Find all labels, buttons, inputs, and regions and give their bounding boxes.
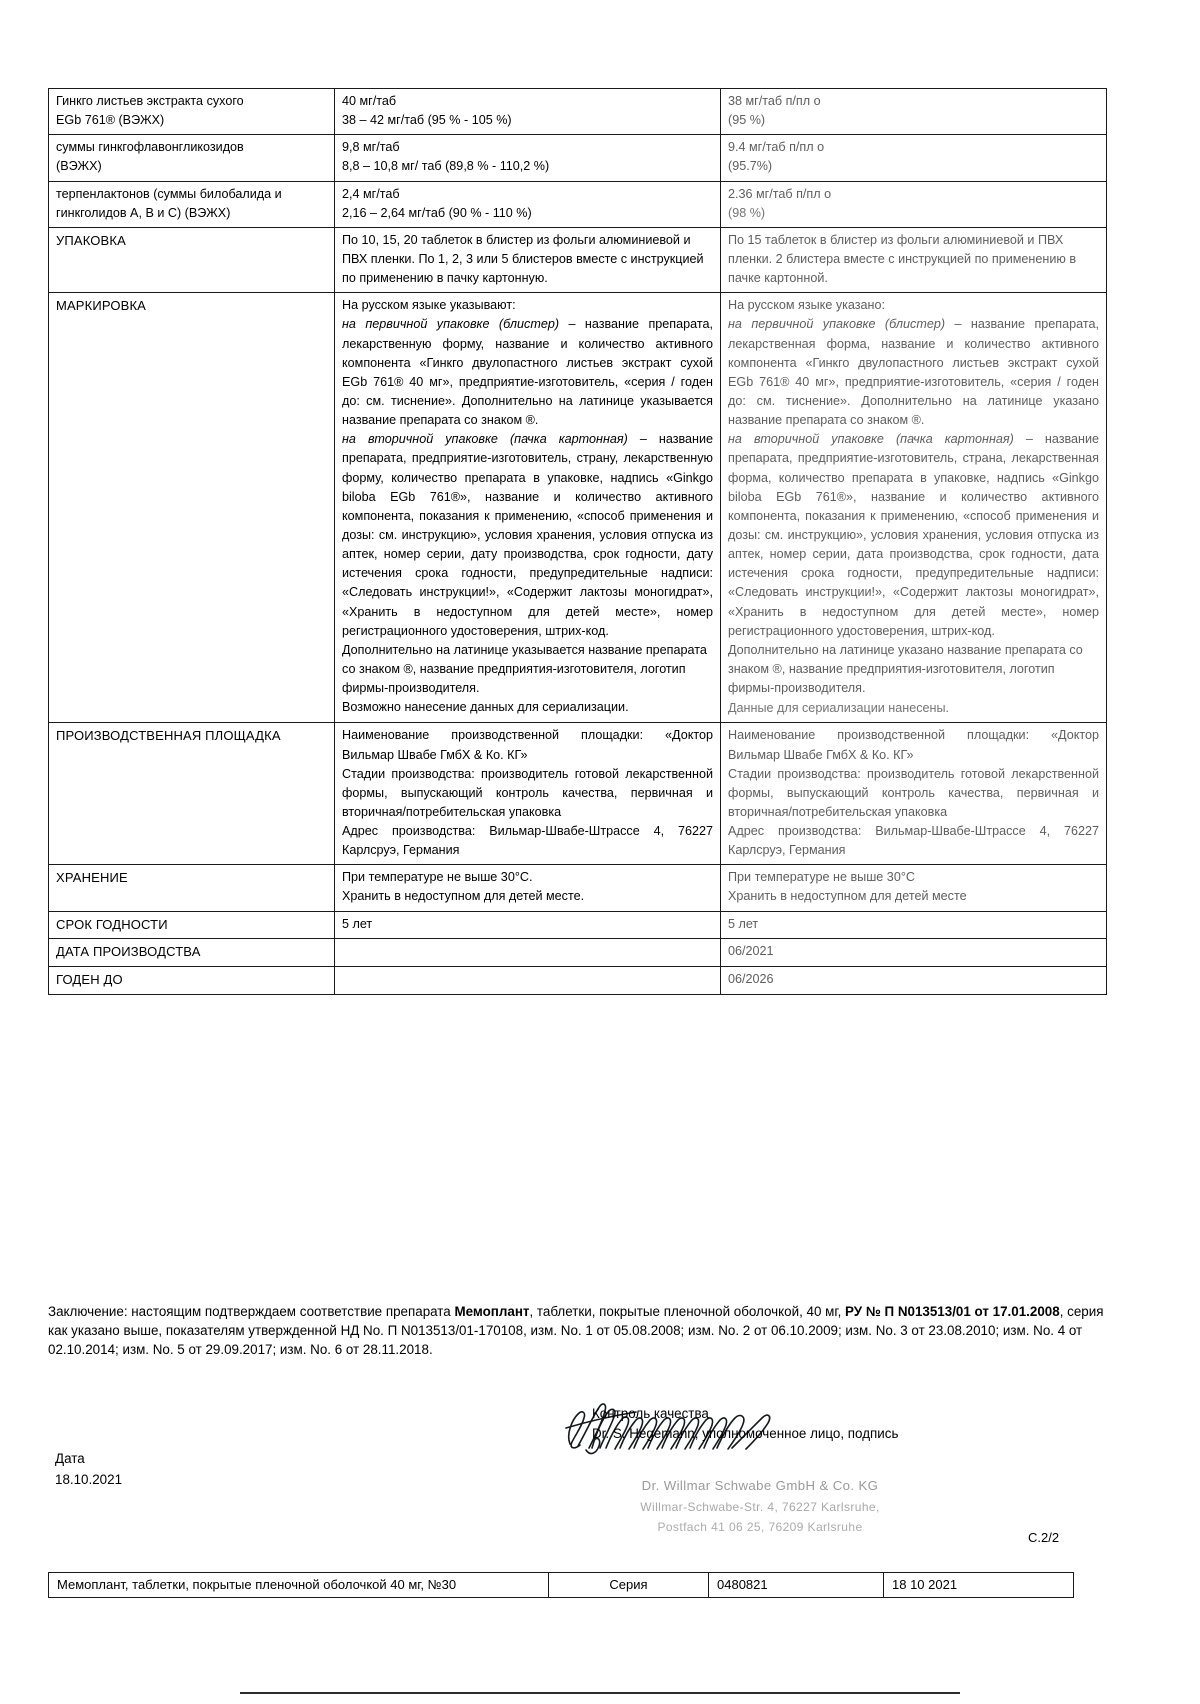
authorized-person-line: Dr. S. Hegemann, уполномоченное лицо, подпись	[592, 1426, 899, 1442]
footer-series-label: Серия	[549, 1573, 709, 1598]
stamp-postbox-line: Postfach 41 06 25, 76209 Karlsruhe	[657, 1520, 863, 1535]
row-result-cell	[721, 181, 1107, 227]
row-spec-cell	[335, 135, 721, 181]
marking-spec-serialization: Возможно нанесение данных для сериализации.	[342, 700, 629, 715]
table-row-packaging	[49, 227, 1107, 292]
company-stamp	[545, 1475, 975, 1537]
row-label-packaging: УПАКОВКА	[49, 227, 335, 292]
site-spec-name: Наименование производственной площадки: «Доктор Вильмар Швабе ГмбХ & Ко. КГ»	[342, 728, 713, 762]
marking-result-primary-italic: на первичной упаковке (блистер)	[728, 317, 946, 332]
spec-line: 40 мг/таб	[342, 94, 397, 108]
result-line: (95.7%)	[728, 159, 773, 174]
result-line: 9.4 мг/таб п/пл о	[728, 140, 825, 155]
row-label-line: (ВЭЖХ)	[56, 159, 102, 174]
storage-spec-line: Хранить в недоступном для детей месте.	[342, 889, 585, 904]
marking-result-primary	[728, 315, 1099, 430]
spec-line: 9,8 мг/таб	[342, 140, 400, 155]
row-label-cell	[49, 181, 335, 227]
marking-result-secondary-rest: – название препарата, предприятие-изготовитель, страна, лекарственная форма, количество препарата в упаковке, надпись «Ginkgo biloba EGb 761®», название и количество активного компонента, показания к применению, «способ применения и дозы: см. инструкцию», условия хранения, условия отпуска из аптек, номер серии, дата производства, срок годности, дата истечения срока годности, предупредительные надписи: «Следовать инструкции!», «Содержит лактозы моногидрат», «Хранить в недоступном для детей месте», номер регистрационного удостоверения, штрих-код.	[728, 432, 1100, 638]
spec-line: 38 – 42 мг/таб (95 % - 105 %)	[342, 113, 512, 128]
table-row-manufacture-date	[49, 939, 1107, 967]
page-number: С.2/2	[1028, 1530, 1060, 1545]
site-result-cell	[721, 723, 1107, 865]
site-result-name: Наименование производственной площадки: «Доктор Вильмар Швабе ГмбХ & Ко. КГ»	[728, 728, 1099, 762]
row-label-expiry-date: ГОДЕН ДО	[49, 967, 335, 995]
row-label-line: гинкголидов A, B и C) (ВЭЖХ)	[56, 205, 231, 220]
storage-result-line: Хранить в недоступном для детей месте	[728, 889, 967, 904]
footer-table	[48, 1572, 1074, 1598]
marking-result-serialization: Данные для сериализации нанесены.	[728, 701, 950, 716]
result-line: (98 %)	[728, 205, 766, 220]
footer-row	[49, 1573, 1074, 1598]
quality-control-label: Контроль качества	[592, 1406, 709, 1421]
storage-result-line: При температуре не выше 30°С	[728, 870, 915, 885]
stamp-company-name: Dr. Willmar Schwabe GmbH & Co. KG	[641, 1478, 879, 1493]
marking-spec-secondary-rest: – название препарата, предприятие-изготовитель, страну, лекарственную форму, количество препарата в упаковке, надпись «Ginkgo biloba EGb 761®», название и количество активного компонента, показания к применению, «способ применения и дозы: см. инструкцию», условия хранения, условия отпуска из аптек, номер серии, дату производства, срок годности, дату истечения срока годности, предупредительные надписи: «Следовать инструкции!», «Содержит лактозы моногидрат», «Хранить в недоступном для детей месте», номер регистрационного удостоверения, штрих-код.	[342, 432, 714, 638]
marking-result-primary-rest: – название препарата, лекарственная форма, название и количество активного компонента «Гинкго двулопастного листьев экстракт сухой EGb 761® 40 мг», предприятие-изготовитель, «серия / годен до: см. тиснение». Дополнительно на латинице указано название препарата со знаком ®.	[728, 317, 1099, 428]
marking-spec-intro: На русском языке указывают:	[342, 298, 516, 313]
conclusion-product-name: Мемоплант	[454, 1304, 530, 1319]
result-line: (95 %)	[728, 113, 766, 128]
table-row-site	[49, 723, 1107, 865]
shelf-life-spec-cell: 5 лет	[335, 911, 721, 939]
storage-spec-line: При температуре не выше 30°С.	[342, 870, 533, 885]
row-label-site: ПРОИЗВОДСТВЕННАЯ ПЛОЩАДКА	[49, 723, 335, 865]
row-label-line: Гинкго листьев экстракта сухого	[56, 94, 244, 108]
marking-spec-primary-italic: на первичной упаковке (блистер)	[342, 317, 560, 332]
row-result-cell	[721, 135, 1107, 181]
spec-line: 2,4 мг/таб	[342, 186, 400, 201]
storage-result-cell	[721, 865, 1107, 911]
marking-result-cell	[721, 293, 1107, 723]
conclusion-paragraph	[48, 1302, 1104, 1359]
row-label-manufacture-date: ДАТА ПРОИЗВОДСТВА	[49, 939, 335, 967]
marking-result-secondary	[728, 430, 1099, 641]
spec-line: 2,16 – 2,64 мг/таб (90 % - 110 %)	[342, 205, 532, 220]
date-block	[55, 1448, 122, 1490]
expiry-date-result-cell: 06/2026	[721, 967, 1107, 995]
row-label-cell	[49, 135, 335, 181]
table-row-marking	[49, 293, 1107, 723]
marking-spec-cell	[335, 293, 721, 723]
site-result-address: Адрес производства: Вильмар-Швабе-Штрассе 4, 76227 Карлсруэ, Германия	[728, 824, 1099, 858]
row-spec-cell	[335, 89, 721, 135]
bottom-divider	[240, 1692, 960, 1694]
site-spec-cell	[335, 723, 721, 865]
site-spec-address: Адрес производства: Вильмар-Швабе-Штрассе 4, 76227 Карлсруэ, Германия	[342, 824, 713, 858]
footer-date-value: 18 10 2021	[884, 1573, 1074, 1598]
row-result-cell	[721, 89, 1107, 135]
site-spec-stages: Стадии производства: производитель готовой лекарственной формы, выпускающий контроль качества, первичная и вторичная/потребительская упаковка	[342, 766, 713, 819]
row-spec-cell	[335, 181, 721, 227]
footer-series-value: 0480821	[709, 1573, 884, 1598]
marking-spec-secondary-italic: на вторичной упаковке (пачка картонная)	[342, 432, 628, 447]
conclusion-text-a: Заключение: настоящим подтверждаем соответствие препарата	[48, 1304, 455, 1319]
manufacture-date-result-cell: 06/2021	[721, 939, 1107, 967]
date-value: 18.10.2021	[55, 1472, 123, 1488]
conclusion-text-c: , серия как указано выше, показателям утвержденной НД No. П N013513/01-170108, изм. No. 1 от 05.08.2008; изм. No. 2 от 06.10.2009; изм. No. 3 от 23.08.2010; изм. No. 4 от 02.10.2014; изм. No. 5 от 29.09.2017; изм. No. 6 от 28.11.2018.	[48, 1304, 1104, 1358]
storage-spec-cell	[335, 865, 721, 911]
shelf-life-result-cell: 5 лет	[721, 911, 1107, 939]
site-result-stages: Стадии производства: производитель готовой лекарственной формы, выпускающий контроль качества, первичная и вторичная/потребительская упаковка	[728, 766, 1099, 819]
footer-product-name: Мемоплант, таблетки, покрытые пленочной оболочкой 40 мг, №30	[49, 1573, 549, 1598]
marking-spec-primary	[342, 315, 713, 430]
quality-control-block	[592, 1404, 1052, 1444]
spec-line: 8,8 – 10,8 мг/ таб (89,8 % - 110,2 %)	[342, 159, 550, 174]
packaging-spec-cell: По 10, 15, 20 таблеток в блистер из фольги алюминиевой и ПВХ пленки. По 1, 2, 3 или 5 блистеров вместе с инструкцией по применению в пачку картонную.	[335, 227, 721, 292]
conclusion-text-b: , таблетки, покрытые пленочной оболочкой, 40 мг,	[529, 1304, 846, 1319]
table-row	[49, 89, 1107, 135]
row-label-line: EGb 761® (ВЭЖХ)	[56, 113, 165, 128]
manufacture-date-spec-cell	[335, 939, 721, 967]
marking-spec-latin-note: Дополнительно на латинице указывается название препарата со знаком ®, название предприятия-изготовителя, логотип фирмы-производителя.	[342, 642, 707, 696]
packaging-result-cell: По 15 таблеток в блистер из фольги алюминиевой и ПВХ пленки. 2 блистера вместе с инструкцией по применению в пачке картонной.	[721, 227, 1107, 292]
marking-result-intro: На русском языке указано:	[728, 298, 886, 313]
table-row-expiry-date	[49, 967, 1107, 995]
conclusion-registration-number: РУ № П N013513/01 от 17.01.2008	[845, 1304, 1060, 1319]
row-label-cell	[49, 89, 335, 135]
date-label: Дата	[55, 1451, 85, 1466]
marking-spec-secondary	[342, 430, 713, 641]
table-row-shelf-life	[49, 911, 1107, 939]
table-row	[49, 135, 1107, 181]
result-line: 38 мг/таб п/пл о	[728, 94, 821, 108]
row-label-shelf-life: СРОК ГОДНОСТИ	[49, 911, 335, 939]
marking-result-secondary-italic: на вторичной упаковке (пачка картонная)	[728, 432, 1014, 447]
table-row	[49, 181, 1107, 227]
row-label-marking: МАРКИРОВКА	[49, 293, 335, 723]
stamp-address-line: Willmar-Schwabe-Str. 4, 76227 Karlsruhe,	[640, 1500, 880, 1515]
specification-table	[48, 88, 1107, 995]
result-line: 2.36 мг/таб п/пл о	[728, 186, 832, 201]
marking-spec-primary-rest: – название препарата, лекарственную форму, название и количество активного компонента «Гинкго двулопастного листьев экстракт сухой EGb 761® 40 мг», предприятие-изготовитель, «серия / годен до: см. тиснение». Дополнительно на латинице указывается название препарата со знаком ®.	[342, 317, 713, 428]
row-label-storage: ХРАНЕНИЕ	[49, 865, 335, 911]
row-label-line: терпенлактонов (суммы билобалида и	[56, 186, 282, 201]
expiry-date-spec-cell	[335, 967, 721, 995]
table-row-storage	[49, 865, 1107, 911]
row-label-line: суммы гинкгофлавонгликозидов	[56, 140, 244, 155]
marking-result-latin-note: Дополнительно на латинице указано название препарата со знаком ®, название предприятия-изготовителя, логотип фирмы-производителя.	[728, 642, 1083, 696]
